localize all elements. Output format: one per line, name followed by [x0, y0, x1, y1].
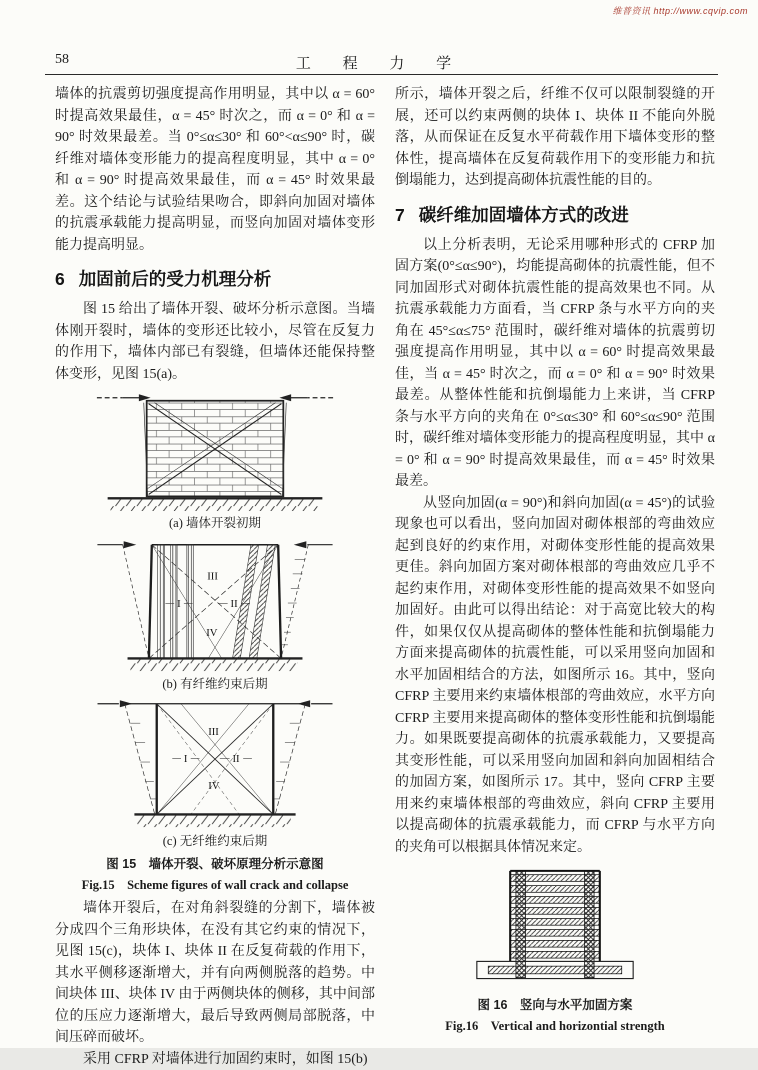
figure-16 [395, 868, 715, 990]
region-label-I: I [184, 753, 188, 765]
two-column-body [55, 84, 715, 1070]
paragraph: 从竖向加固(α = 90°)和斜向加固(α = 45°)的试验现象也可以看出，竖向加固对砌体根部的弯曲效应起到良好的约束作用，对砌体变形性能的提高效果更佳。斜向加固方案对砌体根部的弯曲效应几乎不起约束作用，对砌体变形性能的提高效果不如竖向加固好。由此可以得出结论：对于高宽比较大的构件，如果仅仅从提高砌体的整体性能和抗倒塌能力方面来提高砌体的抗震性能，可以采用竖向加固和水平加固相结合的方法，如图所示 16。其中，竖向 CFRP 主要用来约束墙体根部的弯曲效应，水平方向 CFRP 主要用来提高砌体的整体变形性能和抗倒塌能力。如果既要提高砌体的抗震承载能力，又要提高其变形性能，可以采用竖向加固和斜向加固相结合的加固方案，如图所示 17。其中，竖向 CFRP 主要用来约束墙体根部的弯曲效应，斜向 CFRP 主要用以提高砌体的抗震承载能力，而 CFRP 与水平方向的夹角可以根据具体情况来定。 [395, 493, 715, 859]
figure-15c [55, 696, 375, 849]
figure-16-caption-zh: 图 16 竖向与水平加固方案 [395, 995, 715, 1013]
figure-15b [55, 535, 375, 692]
figure-15-caption-en: Fig.15 Scheme figures of wall crack and collapse [55, 875, 375, 893]
paragraph: 采用 CFRP 对墙体进行加固约束时，如图 15(b) [55, 1049, 375, 1070]
region-label-II: II [232, 753, 240, 765]
load-arrow-left [97, 541, 136, 548]
page-number: 58 [55, 52, 69, 68]
load-arrow-right [279, 394, 333, 401]
region-label-III: III [208, 726, 219, 738]
vertical-horizontal-strengthening-diagram [450, 868, 660, 990]
section-6-heading [55, 266, 375, 291]
paragraph-continued: 所示，墙体开裂之后，纤维不仅可以限制裂缝的开展，还可以约束两侧的块体 I、块体 II 不能向外脱落，从而保证在反复水平荷载作用下墙体变形的整体性，提高墙体在反复荷载作用下的变形能力和抗倒塌能力，达到提高砌体抗震性能的目的。 [395, 84, 715, 192]
crack-lines [157, 704, 274, 815]
section-7-title: 碳纤维加固墙体方式的改进 [419, 205, 629, 225]
header-rule [45, 74, 718, 75]
figure-15b-caption: (b) 有纤维约束后期 [55, 674, 375, 692]
load-arrow-left [97, 394, 151, 401]
ground-hatch [137, 815, 290, 827]
paragraph: 图 15 给出了墙体开裂、破坏分析示意图。当墙体刚开裂时，墙体的变形还比较小，尽管在反复力的作用下，墙体内部已有裂缝，但墙体还能保持整体变形，见图 15(a)。 [55, 299, 375, 385]
figure-16-caption-en: Fig.16 Vertical and horizontial strength [395, 1016, 715, 1034]
paragraph-continued: 墙体的抗震剪切强度提高作用明显，其中以 α = 60° 时提高效果最佳，α = 45° 时次之，而 α = 0° 和 α = 90° 时效果最差。当 0°≤α≤30° 和 60°<α≤90° 时，碳纤维对墙体变形能力的提高程度明显，其中 α = 0° 和 α = 90° 时提高效果最佳，而 α = 45° 时效果最差。这个结论与试验结果吻合，即斜向加固对墙体的抗震承载能力提高明显，而竖向加固对墙体变形能力提高明显。 [55, 84, 375, 256]
paragraph: 墙体开裂后，在对角斜裂缝的分割下，墙体被分成四个三角形块体，在没有其它约束的情况下，见图 15(c)，块体 I、块体 II 在反复荷载的作用下，其水平侧移逐渐增大，并有向两侧脱落的趋势。中间块体 III、块体 IV 由于两侧块体的侧移，其中间部位的压应力逐渐增大，最后导致两侧局部脱落，中间压碎而破坏。 [55, 898, 375, 1049]
cfrp-vertical-strips [158, 545, 276, 659]
ground-line [108, 498, 323, 511]
ground-line [128, 658, 303, 671]
ground-hatch [130, 659, 297, 671]
journal-title: 工 程 力 学 [45, 52, 716, 73]
figure-15a-caption: (a) 墙体开裂初期 [55, 513, 375, 531]
region-label-IV: IV [206, 627, 218, 639]
left-column [55, 84, 375, 1070]
wall-fiber-restrained-diagram [93, 535, 337, 673]
figure-15-caption-zh: 图 15 墙体开裂、破坏原理分析示意图 [55, 854, 375, 872]
section-7-number: 7 [395, 205, 405, 225]
foundation-base [477, 961, 633, 978]
base-horizontal-strip [488, 966, 621, 974]
wall-initial-crack-diagram [93, 389, 337, 512]
page-header [45, 52, 716, 72]
region-label-IV: IV [208, 780, 220, 792]
region-label-III: III [207, 571, 218, 583]
ground-hatch [111, 499, 318, 511]
section-6-number: 6 [55, 269, 65, 289]
ground-line [134, 814, 295, 827]
load-arrow-right [294, 541, 333, 548]
right-column [395, 84, 715, 1070]
paragraph: 以上分析表明，无论采用哪种形式的 CFRP 加固方案(0°≤α≤90°)，均能提高砌体的抗震性能，但不同加固形式对砌体抗震性能的提高效果也不同。从抗震承载能力方面看，当 CFRP 条与水平方向的夹角在 45°≤α≤75° 范围时，碳纤维对墙体的抗震剪切强度提高作用明显，其中以 α = 60° 时提高效果最佳，当 α = 45° 时次之，而 α = 0° 和 α = 90° 时效果最差。从整体性能和抗倒塌能力上来讲，当 CFRP 条与水平方向的夹角在 0°≤α≤30° 和 60°≤α≤90° 范围时，碳纤维对墙体变形能力的提高程度明显，其中 α = 0° 和 α = 90° 时提高效果最佳，而 α = 45° 时效果最差。 [395, 235, 715, 493]
region-label-II: II [231, 598, 239, 610]
section-6-title: 加固前后的受力机理分析 [79, 269, 272, 289]
section-7-heading [395, 202, 715, 227]
region-label-I: I [177, 598, 181, 610]
vip-watermark: 维普资讯 http://www.cqvip.com [612, 4, 748, 17]
figure-15c-caption: (c) 无纤维约束后期 [55, 831, 375, 849]
figure-15a [55, 389, 375, 531]
wall-unrestrained-collapse-diagram [93, 696, 337, 830]
